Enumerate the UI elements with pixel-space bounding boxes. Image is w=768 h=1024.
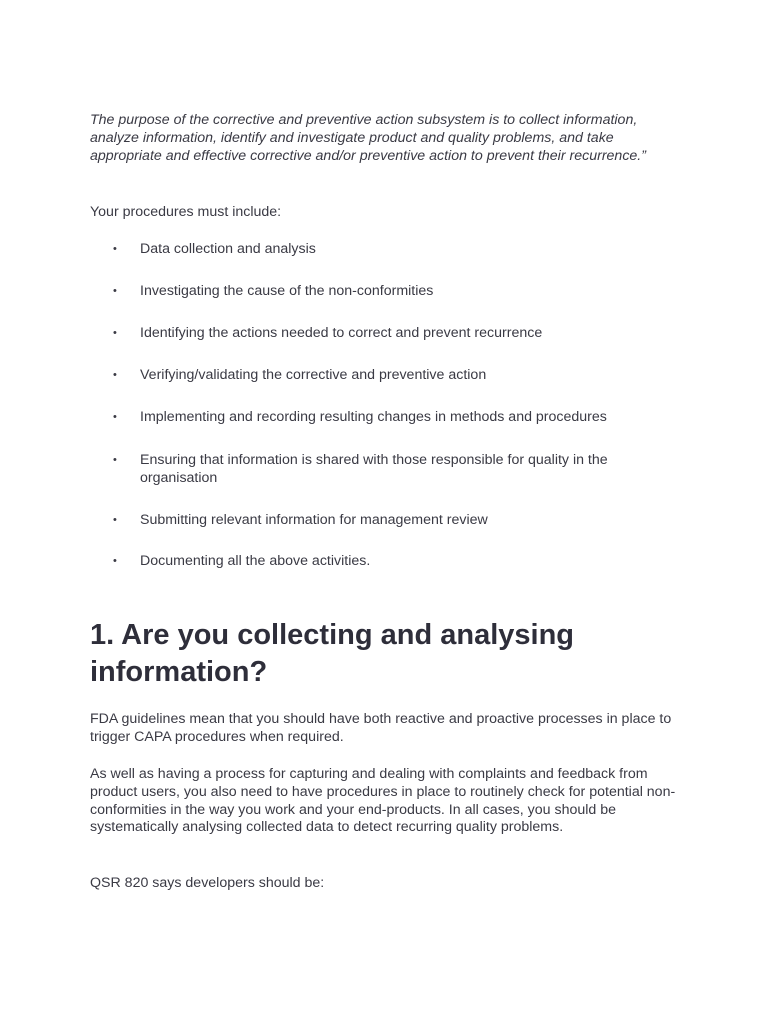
bullet-icon: • xyxy=(113,243,117,255)
bullet-icon: • xyxy=(113,285,117,297)
list-item-text: Documenting all the above activities. xyxy=(140,553,371,569)
bullet-icon: • xyxy=(113,327,117,339)
list-item-text: Identifying the actions needed to correct and prevent recurrence xyxy=(140,325,543,341)
list-item xyxy=(113,367,673,385)
list-item-text: Implementing and recording resulting changes in methods and procedures xyxy=(140,409,607,425)
paragraph-fda-guidelines: FDA guidelines mean that you should have both reactive and proactive processes in place to trigger CAPA procedures when required. xyxy=(90,711,672,745)
list-item xyxy=(113,409,673,427)
paragraph-process: As well as having a process for capturing and dealing with complaints and feedback from product users, you also need to have procedures in place to routinely check for potential non-conformities in the way you work and your end-products. In all cases, you should be systematically analysing collected data to detect recurring quality problems. xyxy=(90,766,676,836)
paragraph-qsr: QSR 820 says developers should be: xyxy=(90,875,325,891)
procedures-lead: Your procedures must include: xyxy=(90,204,282,220)
bullet-icon: • xyxy=(113,514,117,526)
bullet-icon: • xyxy=(113,369,117,381)
list-item-text: Ensuring that information is shared with those responsible for quality in the organisation xyxy=(140,452,608,486)
list-item xyxy=(113,283,673,301)
list-item xyxy=(113,452,658,488)
intro-quote: The purpose of the corrective and preventive action subsystem is to collect information, analyze information, identify and investigate product and quality problems, and take appropriate and effective corrective and/or preventive action to prevent their recurrence.” xyxy=(90,112,646,164)
list-item xyxy=(113,241,673,259)
list-item xyxy=(113,512,673,530)
bullet-icon: • xyxy=(113,411,117,423)
list-item xyxy=(113,553,673,571)
bullet-icon: • xyxy=(113,454,117,466)
list-item-text: Investigating the cause of the non-conformities xyxy=(140,283,434,299)
list-item-text: Data collection and analysis xyxy=(140,241,316,257)
list-item xyxy=(113,325,673,343)
bullet-icon: • xyxy=(113,555,117,567)
list-item-text: Verifying/validating the corrective and preventive action xyxy=(140,367,487,383)
section-heading: 1. Are you collecting and analysing information? xyxy=(90,619,574,688)
list-item-text: Submitting relevant information for management review xyxy=(140,512,488,528)
